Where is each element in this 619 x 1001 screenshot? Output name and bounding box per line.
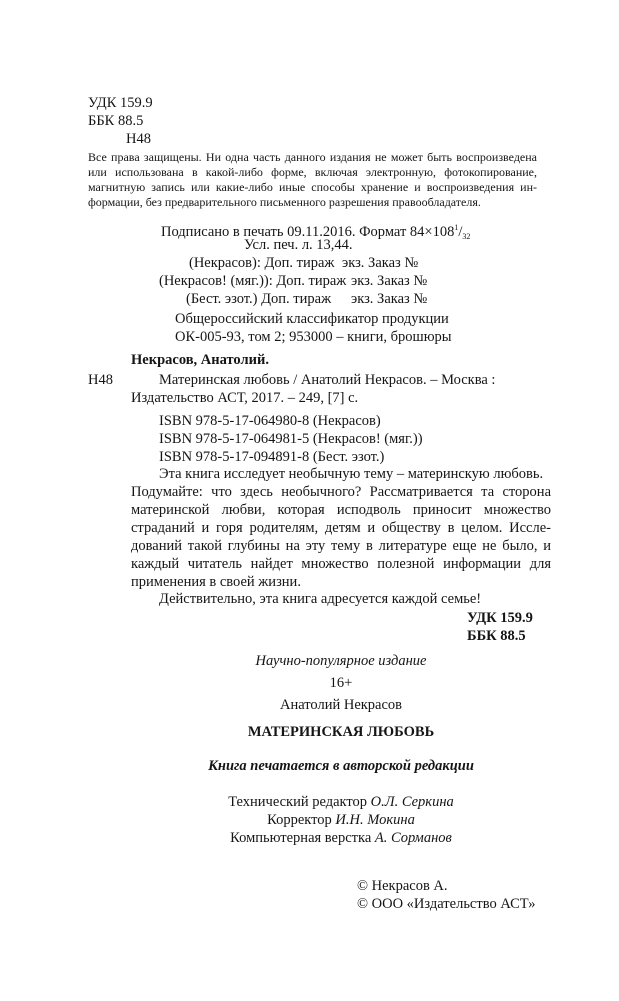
rights-notice-line: формации, без предварительного письменного разрешения правообладателя. <box>88 195 481 209</box>
printed-sheets: Усл. печ. л. 13,44. <box>244 237 353 253</box>
classifier-line: ОК-005-93, том 2; 953000 – книги, брошюры <box>175 329 452 345</box>
staff-role: Корректор <box>267 812 336 828</box>
annotation-line: применения в своей жизни. <box>131 574 301 590</box>
udk-code: УДК 159.9 <box>88 95 153 111</box>
signed-to-print-text: Подписано в печать 09.11.2016. Формат 84×108 <box>161 224 455 240</box>
rights-notice-line: Все права защищены. Ни одна часть данного издания не может быть воспроизведена <box>88 150 537 164</box>
editorial-note: Книга печатается в авторской редакции <box>208 758 474 774</box>
classifier-line: Общероссийский классификатор продукции <box>175 311 449 327</box>
annotation-line: Подумайте: что здесь необычного? Рассматривается та сторона <box>131 484 551 500</box>
staff-line <box>131 812 551 829</box>
isbn-line: ISBN 978-5-17-064981-5 (Некрасов! (мяг.)) <box>159 431 423 447</box>
age-rating: 16+ <box>329 675 353 691</box>
bbk-code-bottom: ББК 88.5 <box>467 628 526 644</box>
staff-person: О.Л. Серкина <box>370 794 454 810</box>
annotation-line: дований такой глубины на эту тему в литературе еще не было, и <box>131 538 551 554</box>
annotation-line: материнской любви, которая исподволь приносит множество <box>131 502 551 518</box>
edition-type: Научно-популярное издание <box>255 653 427 669</box>
format-subscript: 32 <box>462 232 471 241</box>
biblio-author: Некрасов, Анатолий. <box>131 352 269 368</box>
biblio-description-line: Издательство АСТ, 2017. – 249, [7] с. <box>131 390 359 406</box>
staff-person: А. Сорманов <box>374 830 452 846</box>
annotation-line: страданий и горя родителям, детям и обществу в целом. Иссле- <box>131 520 551 536</box>
staff-role: Компьютерная верстка <box>230 830 375 846</box>
edition-run-name: (Некрасов): Доп. тираж <box>189 255 335 271</box>
book-title: МАТЕРИНСКАЯ ЛЮБОВЬ <box>247 724 435 740</box>
copyright-line: © Некрасов А. <box>357 878 448 894</box>
edition-run-order: экз. Заказ № <box>342 255 419 271</box>
udk-code-bottom: УДК 159.9 <box>467 610 533 626</box>
bbk-code: ББК 88.5 <box>88 113 144 129</box>
biblio-code: Н48 <box>88 372 113 388</box>
annotation-line: Действительно, эта книга адресуется каждой семье! <box>159 591 482 607</box>
staff-line <box>131 830 551 847</box>
edition-run-name: (Некрасов! (мяг.)): Доп. тираж <box>159 273 347 289</box>
author-name: Анатолий Некрасов <box>279 697 403 713</box>
isbn-line: ISBN 978-5-17-064980-8 (Некрасов) <box>159 413 381 429</box>
format-slash: / <box>458 224 463 240</box>
staff-line <box>131 794 551 811</box>
staff-role: Технический редактор <box>228 794 371 810</box>
isbn-line: ISBN 978-5-17-094891-8 (Бест. эзот.) <box>159 449 385 465</box>
edition-run-name: (Бест. эзот.) Доп. тираж <box>186 291 332 307</box>
copyright-line: © ООО «Издательство АСТ» <box>357 896 536 912</box>
edition-run-order: экз. Заказ № <box>351 291 428 307</box>
biblio-description-line: Материнская любовь / Анатолий Некрасов. – Москва : <box>159 372 496 388</box>
rights-notice-line: или использована в какой-либо форме, включая электронную, фотокопирование, <box>88 165 537 179</box>
format-superscript: 1 <box>454 223 459 232</box>
edition-run-order: экз. Заказ № <box>351 273 428 289</box>
staff-person: И.Н. Мокина <box>335 812 415 828</box>
annotation-line: каждый читатель найдет множество полезной информации для <box>131 556 551 572</box>
author-mark: Н48 <box>126 131 151 147</box>
rights-notice-line: магнитную запись или какие-либо иные способы хранение и воспроизведения ин- <box>88 180 537 194</box>
annotation-line: Эта книга исследует необычную тему – материнскую любовь. <box>159 466 544 482</box>
